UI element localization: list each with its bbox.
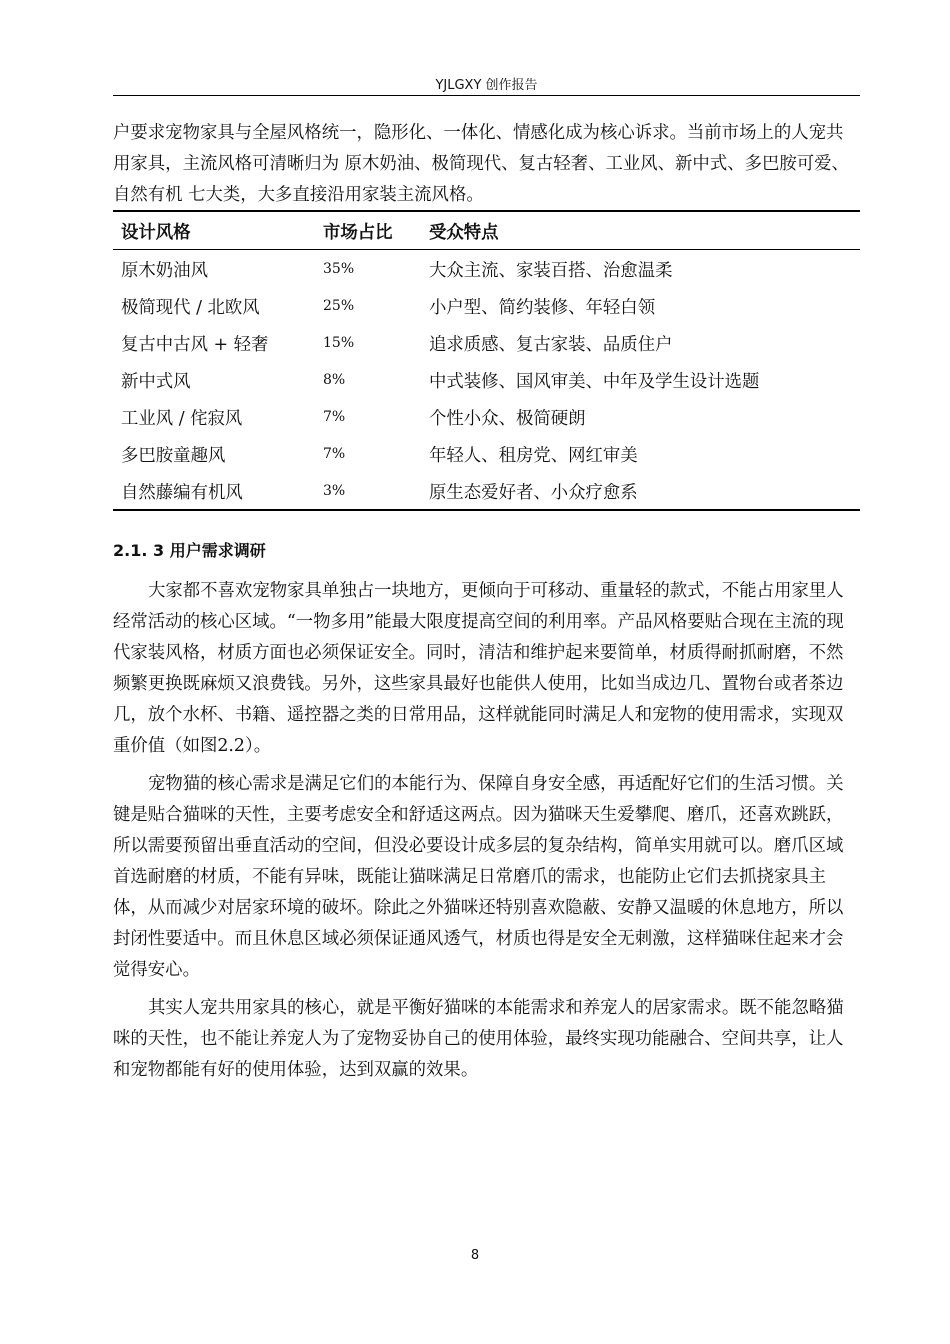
page-number: 8 [470, 1248, 480, 1263]
style-cell: 新中式风 [121, 372, 191, 392]
audience-cell: 大众主流、家装百搭、治愈温柔 [429, 261, 673, 281]
body-paragraph: 其实人宠共用家具的核心，就是平衡好猫咪的本能需求和养宠人的居家需求。既不能忽略猫咪的天性，也不能让养宠人为了宠物妥协自己的使用体验，最终实现功能融合、空间共享，让人和宠物都能有好的使用体验，达到双赢的效果。 [113, 998, 844, 1080]
style-cell: 原木奶油风 [121, 261, 208, 281]
share-cell: 3% [315, 472, 421, 510]
share-cell: 7% [323, 408, 346, 425]
column-header-style: 设计风格 [113, 211, 315, 250]
table-header-row [113, 211, 860, 250]
intro-paragraph: 户要求宠物家具与全屋风格统一，隐形化、一体化、情感化成为核心诉求。当前市场上的人宠共用家具，主流风格可清晰归为 原木奶油、极简现代、复古轻奢、工业风、新中式、多巴胺可爱、自然有机 七大类，大多直接沿用家装主流风格。 [113, 123, 849, 205]
style-cell: 自然藤编有机风 [113, 472, 315, 510]
table-row [113, 324, 860, 361]
body-paragraph: 宠物猫的核心需求是满足它们的本能行为、保障自身安全感，再适配好它们的生活习惯。关键是贴合猫咪的天性，主要考虑安全和舒适这两点。因为猫咪天生爱攀爬、磨爪，还喜欢跳跃，所以需要预留出垂直活动的空间，但没必要设计成多层的复杂结构，简单实用就可以。磨爪区域首选耐磨的材质，不能有异味，既能让猫咪满足日常磨爪的需求，也能防止它们去抓挠家具主体，从而减少对居家环境的破坏。除此之外猫咪还特别喜欢隐蔽、安静又温暖的休息地方，所以封闭性要适中。而且休息区域必须保证通风透气，材质也得是安全无刺激，这样猫咪住起来才会觉得安心。 [113, 774, 844, 980]
share-cell: 8% [323, 371, 346, 388]
style-cell: 极简现代 / 北欧风 [121, 298, 260, 318]
style-cell: 工业风 / 侘寂风 [121, 409, 243, 429]
style-market-table [113, 210, 860, 511]
audience-cell: 个性小众、极简硬朗 [429, 409, 586, 429]
audience-cell: 原生态爱好者、小众疗愈系 [421, 472, 860, 510]
page-header: YJLGXY 创作报告 [435, 78, 538, 93]
column-header-share: 市场占比 [315, 211, 421, 250]
share-cell: 25% [323, 297, 355, 314]
audience-cell: 中式装修、国风审美、中年及学生设计选题 [429, 372, 760, 392]
table-row [113, 250, 860, 288]
table-row [113, 398, 860, 435]
audience-cell: 年轻人、租房党、网红审美 [429, 446, 638, 466]
table-row [113, 287, 860, 324]
share-cell: 15% [323, 334, 355, 351]
share-cell: 35% [323, 260, 355, 277]
style-cell: 复古中古风 + 轻奢 [121, 335, 269, 355]
style-cell: 多巴胺童趣风 [121, 446, 226, 466]
audience-cell: 小户型、简约装修、年轻白领 [429, 298, 656, 318]
table-row [113, 361, 860, 398]
body-paragraph: 大家都不喜欢宠物家具单独占一块地方，更倾向于可移动、重量轻的款式，不能占用家里人经常活动的核心区域。“一物多用”能最大限度提高空间的利用率。产品风格要贴合现在主流的现代家装风格，材质方面也必须保证安全。同时，清洁和维护起来要简单，材质得耐抓耐磨，不然频繁更换既麻烦又浪费钱。另外，这些家具最好也能供人使用，比如当成边几、置物台或者茶边几，放个水杯、书籍、遥控器之类的日常用品，这样就能同时满足人和宠物的使用需求，实现双重价值（如图2.2）。 [113, 581, 844, 756]
table-row [113, 435, 860, 472]
section-heading: 2.1. 3 用户需求调研 [113, 541, 266, 560]
share-cell: 7% [323, 445, 346, 462]
table-row [113, 472, 860, 510]
header-rule [113, 95, 860, 96]
audience-cell: 追求质感、复古家装、品质住户 [429, 335, 673, 355]
column-header-audience: 受众特点 [421, 211, 860, 250]
